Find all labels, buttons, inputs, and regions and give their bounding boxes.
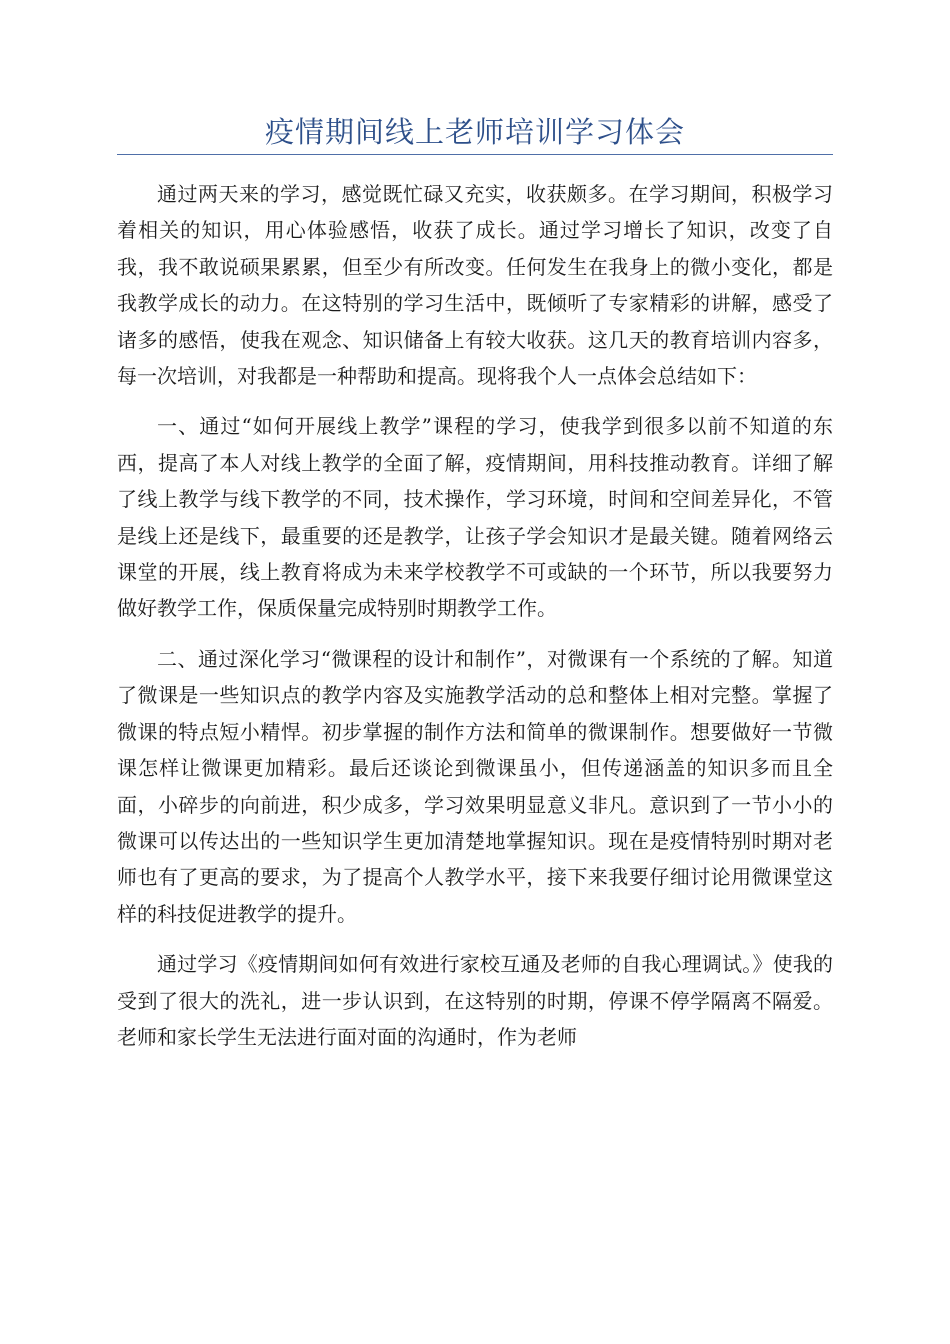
title-underline: [117, 154, 833, 155]
paragraph-section-one: 一、通过“如何开展线上教学”课程的学习，使我学到很多以前不知道的东西，提高了本人对线上教学的全面了解，疫情期间，用科技推动教育。详细了解了线上教学与线下教学的不同，技术操作，学习环境，时间和空间差异化，不管是线上还是线下，最重要的还是教学，让孩子学会知识才是最关键。随着网络云课堂的开展，线上教育将成为未来学校教学不可或缺的一个环节，所以我要努力做好教学工作，保质保量完成特别时期教学工作。: [117, 414, 833, 621]
paragraph-intro: 通过两天来的学习，感觉既忙碌又充实，收获颇多。在学习期间，积极学习着相关的知识，用心体验感悟，收获了成长。通过学习增长了知识，改变了自我，我不敢说硕果累累，但至少有所改变。任何发生在我身上的微小变化，都是我教学成长的动力。在这特别的学习生活中，既倾听了专家精彩的讲解，感受了诸多的感悟，使我在观念、知识储备上有较大收获。这几天的教育培训内容多，每一次培训，对我都是一种帮助和提高。现将我个人一点体会总结如下：: [117, 182, 833, 389]
document-title: 疫情期间线上老师培训学习体会: [264, 115, 685, 149]
document-body: [117, 176, 833, 1069]
paragraph-section-three: 通过学习《疫情期间如何有效进行家校互通及老师的自我心理调试。》使我的受到了很大的洗礼，进一步认识到，在这特别的时期，停课不停学隔离不隔爱。老师和家长学生无法进行面对面的沟通时，作为老师: [117, 952, 833, 1049]
paragraph-section-two: 二、通过深化学习“微课程的设计和制作”，对微课有一个系统的了解。知道了微课是一些知识点的教学内容及实施教学活动的总和整体上相对完整。掌握了微课的特点短小精悍。初步掌握的制作方法和简单的微课制作。想要做好一节微课怎样让微课更加精彩。最后还谈论到微课虽小，但传递涵盖的知识多而且全面，小碎步的向前进，积少成多，学习效果明显意义非凡。意识到了一节小小的微课可以传达出的一些知识学生更加清楚地掌握知识。现在是疫情特别时期对老师也有了更高的要求，为了提高个人教学水平，接下来我要仔细讨论用微课堂这样的科技促进教学的提升。: [117, 646, 833, 926]
